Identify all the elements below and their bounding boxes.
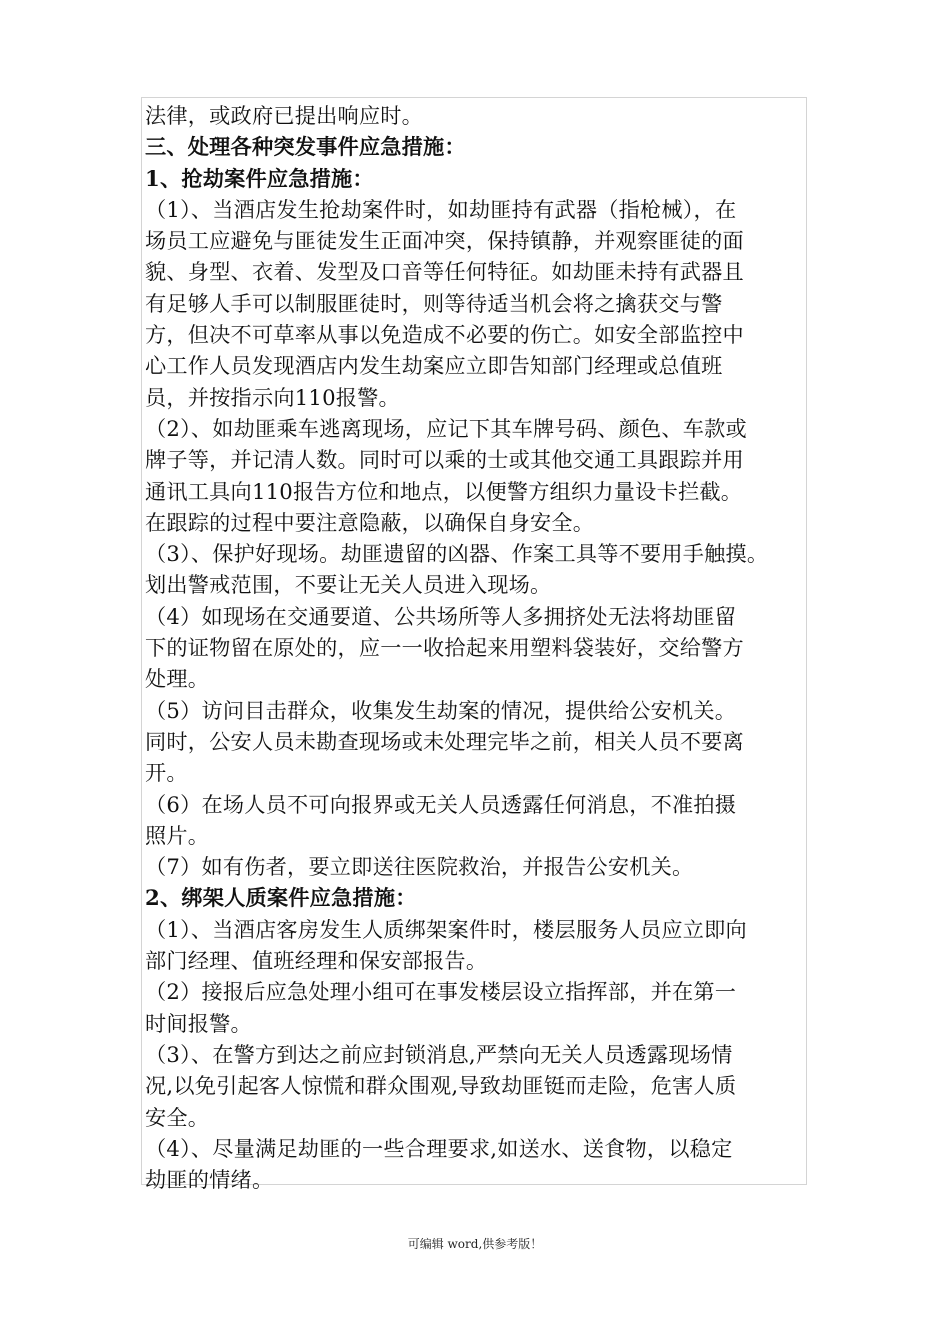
text-line: 时间报警。 <box>145 1010 252 1036</box>
text-line: 处理。 <box>145 666 210 692</box>
text-line: 划出警戒范围，不要让无关人员进入现场。 <box>145 572 552 598</box>
text-line: （4）、尽量满足劫匪的一些合理要求,如送水、送食物，以稳定 <box>145 1135 733 1161</box>
section-heading: 三、处理各种突发事件应急措施： <box>145 134 466 160</box>
page-footer: 可编辑 word,供参考版！ <box>407 1237 543 1251</box>
text-line: 员，并按指示向110报警。 <box>145 384 400 410</box>
text-line: 貌、身型、衣着、发型及口音等任何特征。如劫匪未持有武器且 <box>145 259 744 285</box>
text-line: （4）如现场在交通要道、公共场所等人多拥挤处无法将劫匪留 <box>145 603 737 629</box>
text-line: 方，但决不可草率从事以免造成不必要的伤亡。如安全部监控中 <box>145 322 744 348</box>
text-line: 通讯工具向110报告方位和地点，以便警方组织力量设卡拦截。 <box>145 478 743 504</box>
text-line: 有足够人手可以制服匪徒时，则等待适当机会将之擒获交与警 <box>145 290 723 316</box>
text-line: （2）、如劫匪乘车逃离现场，应记下其车牌号码、颜色、车款或 <box>145 415 747 441</box>
text-line: （7）如有伤者，要立即送往医院救治，并报告公安机关。 <box>145 854 694 880</box>
text-line: 场员工应避免与匪徒发生正面冲突，保持镇静，并观察匪徒的面 <box>145 228 744 254</box>
text-line: （3）、在警方到达之前应封锁消息,严禁向无关人员透露现场情 <box>145 1041 733 1067</box>
text-line: （2）接报后应急处理小组可在事发楼层设立指挥部，并在第一 <box>145 979 737 1005</box>
text-line: （1）、当酒店发生抢劫案件时，如劫匪持有武器（指枪械），在 <box>145 196 737 222</box>
document-body <box>141 97 807 1193</box>
text-line: （1）、当酒店客房发生人质绑架案件时，楼层服务人员应立即向 <box>145 916 747 942</box>
text-line: 在跟踪的过程中要注意隐蔽，以确保自身安全。 <box>145 509 595 535</box>
text-line: （3）、保护好现场。劫匪遗留的凶器、作案工具等不要用手触摸。 <box>145 541 769 567</box>
section-heading: 1、抢劫案件应急措施： <box>145 165 374 191</box>
text-line: （6）在场人员不可向报界或无关人员透露任何消息，不准拍摄 <box>145 791 737 817</box>
text-line: 心工作人员发现酒店内发生劫案应立即告知部门经理或总值班 <box>145 353 723 379</box>
text-line: 下的证物留在原处的，应一一收拾起来用塑料袋装好，交给警方 <box>145 635 744 661</box>
text-line: 照片。 <box>145 822 210 848</box>
text-line: 况,以免引起客人惊慌和群众围观,导致劫匪铤而走险，危害人质 <box>145 1073 737 1099</box>
section-heading: 2、绑架人质案件应急措施： <box>145 885 417 911</box>
text-line: 法律，或政府已提出响应时。 <box>145 103 424 128</box>
text-line: 劫匪的情绪。 <box>145 1167 274 1193</box>
text-line: 安全。 <box>145 1104 210 1130</box>
text-line: 开。 <box>145 760 188 786</box>
text-line: 牌子等，并记清人数。同时可以乘的士或其他交通工具跟踪并用 <box>145 447 744 473</box>
text-line: （5）访问目击群众，收集发生劫案的情况，提供给公安机关。 <box>145 697 737 723</box>
text-line: 同时，公安人员未勘查现场或未处理完毕之前，相关人员不要离 <box>145 728 744 754</box>
text-line: 部门经理、值班经理和保安部报告。 <box>145 948 488 974</box>
